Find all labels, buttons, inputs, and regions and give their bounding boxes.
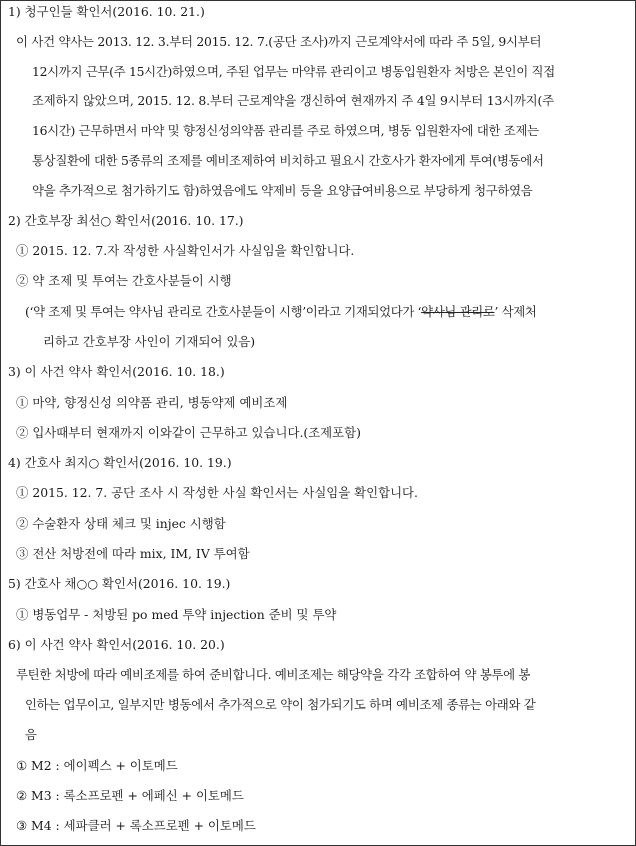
section-2-note-text: ’ 삭제처	[494, 304, 537, 319]
section-6-item: ① M2 : 에이펙스 + 이토메드	[16, 758, 178, 773]
section-6-item: ② M3 : 록소프로펜 + 에페신 + 이토메드	[16, 788, 244, 803]
struck-text: 약사님 관리로	[421, 304, 495, 319]
section-2-note	[25, 302, 537, 322]
section-6-paragraph-line: 음	[25, 727, 37, 742]
section-3-item: ② 입사때부터 현재까지 이와같이 근무하고 있습니다.(조제포함)	[16, 425, 361, 440]
section-2-heading: 2) 간호부장 최선○ 확인서(2016. 10. 17.)	[8, 213, 244, 228]
section-5-heading: 5) 간호사 채○○ 확인서(2016. 10. 19.)	[8, 576, 231, 591]
section-3-heading: 3) 이 사건 약사 확인서(2016. 10. 18.)	[8, 364, 225, 379]
section-6-item: ③ M4 : 세파클러 + 록소프로펜 + 이토메드	[16, 818, 256, 833]
section-1-paragraph-line: 이 사건 약사는 2013. 12. 3.부터 2015. 12. 7.(공단 조사)까지 근로계약서에 따라 주 5일, 9시부터	[16, 34, 542, 49]
section-2-item: ① 2015. 12. 7.자 작성한 사실확인서가 사실임을 확인합니다.	[16, 243, 355, 258]
section-2-item: ② 약 조제 및 투여는 간호사분들이 시행	[16, 273, 232, 288]
section-1-heading: 1) 청구인들 확인서(2016. 10. 21.)	[8, 4, 205, 19]
section-2-note-line: 리하고 간호부장 사인이 기재되어 있음)	[43, 334, 256, 349]
section-1-paragraph-line: 조제하지 않았으며, 2015. 12. 8.부터 근로계약을 갱신하여 현재까지 주 4일 9시부터 13시까지(주	[32, 93, 554, 108]
section-6-paragraph-line: 인하는 업무이고, 일부지만 병동에서 추가적으로 약이 첨가되기도 하며 예비조제 종류는 아래와 같	[25, 697, 536, 712]
section-4-item: ① 2015. 12. 7. 공단 조사 시 작성한 사실 확인서는 사실임을 확인합니다.	[16, 485, 418, 500]
section-1-paragraph-line: 12시까지 근무(주 15시간)하였으며, 주된 업무는 마약류 관리이고 병동입원환자 처방은 본인이 직접	[32, 64, 555, 79]
section-1-paragraph-line: 통상질환에 대한 5종류의 조제를 예비조제하여 비치하고 필요시 간호사가 환자에게 투여(병동에서	[32, 153, 544, 168]
section-4-item: ③ 전산 처방전에 따라 mix, IM, IV 투여함	[16, 546, 250, 561]
section-2-note-text: (‘약 조제 및 투여는 약사님 관리로 간호사분들이 시행’이라고 기재되었다가 ‘	[25, 304, 422, 319]
section-1-paragraph-line: 약을 추가적으로 첨가하기도 함)하였음에도 약제비 등을 요양급여비용으로 부당하게 청구하였음	[32, 183, 533, 198]
section-4-item: ② 수술환자 상태 체크 및 injec 시행함	[16, 516, 226, 531]
section-4-heading: 4) 간호사 최지○ 확인서(2016. 10. 19.)	[8, 455, 232, 470]
section-1-paragraph-line: 16시간) 근무하면서 마약 및 향정신성의약품 관리를 주로 하였으며, 병동 입원환자에 대한 조제는	[32, 123, 539, 138]
section-3-item: ① 마약, 향정신성 의약품 관리, 병동약제 예비조제	[16, 395, 288, 410]
section-6-heading: 6) 이 사건 약사 확인서(2016. 10. 20.)	[8, 637, 225, 652]
section-6-paragraph-line: 루틴한 처방에 따라 예비조제를 하여 준비합니다. 예비조제는 해당약을 각각 조합하여 약 봉투에 봉	[16, 667, 531, 682]
section-5-item: ① 병동업무 - 처방된 po med 투약 injection 준비 및 투약	[16, 607, 337, 622]
